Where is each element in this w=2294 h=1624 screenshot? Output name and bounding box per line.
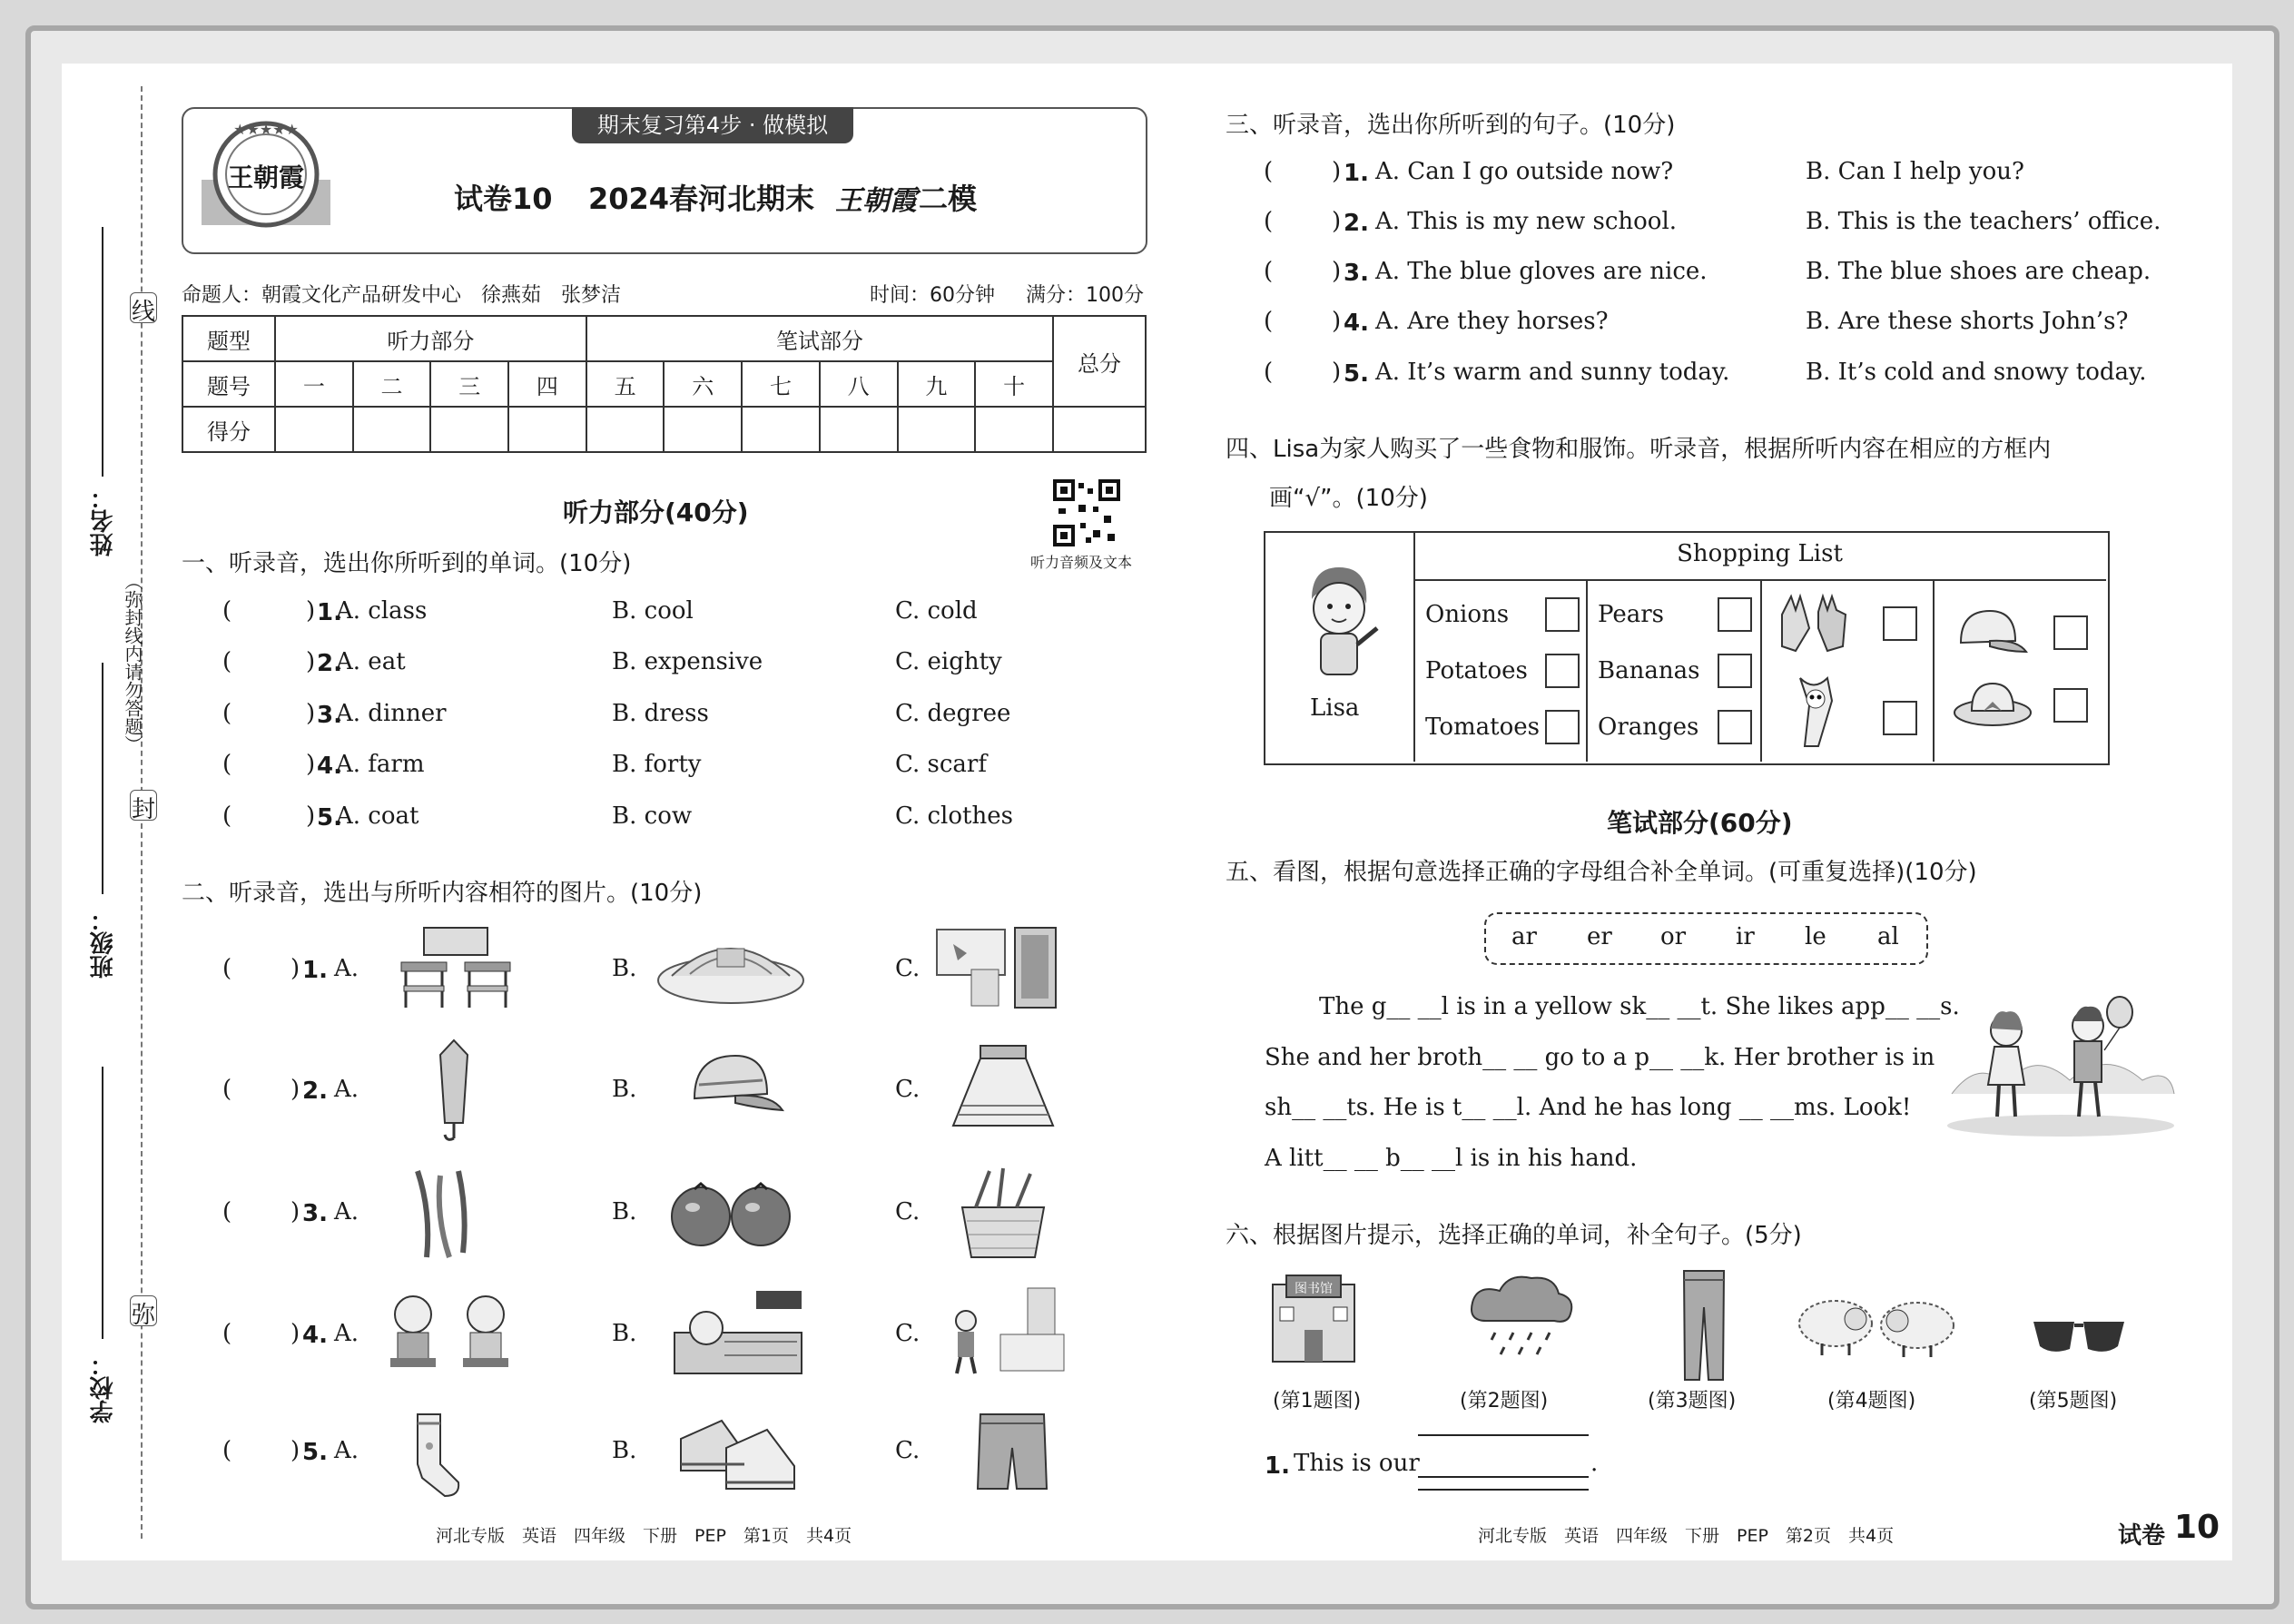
shopping-list-title: Shopping List [1677, 540, 1843, 567]
cell-writing: 笔试部分 [586, 316, 1053, 361]
item-number: 2. [302, 1078, 328, 1105]
list-item: ( ) 2. A. This is my new school. B. This is the teachers’ office. [1264, 208, 2161, 237]
option-b: B. cow [612, 802, 693, 830]
cell-num: 三 [430, 361, 508, 407]
item-number: 5. [317, 804, 342, 832]
item-number: 4. [317, 753, 342, 780]
divider [1933, 579, 1935, 762]
passage-line-4: A litt__ __ b__ __l is in his hand. [1265, 1145, 1638, 1172]
score-cell[interactable] [353, 407, 431, 452]
item-oranges: Oranges [1598, 714, 1699, 741]
option-b-label: B. [612, 1437, 637, 1464]
name-label: 姓名： [90, 486, 117, 556]
cell-type-label: 题型 [182, 316, 275, 361]
option-b-label: B. [612, 955, 637, 982]
item-number: 5. [1344, 360, 1369, 388]
cell-total: 总分 [1053, 316, 1146, 407]
option-c-label: C. [895, 1076, 921, 1103]
list-item: ( ) 3. A. The blue gloves are nice. B. The blue shoes are cheap. [1264, 258, 2151, 287]
lisa-label: Lisa [1310, 694, 1360, 722]
item-number: 3. [302, 1200, 328, 1227]
letter-options-box [1484, 912, 1928, 965]
library-sign: 图书馆 [1295, 1282, 1333, 1296]
logo [198, 116, 334, 243]
checkbox-potatoes[interactable] [1545, 654, 1580, 688]
cell-num: 十 [975, 361, 1053, 407]
option-c-label: C. [895, 1437, 921, 1464]
school-field[interactable] [102, 1067, 103, 1339]
banner: 期末复习第4步 · 做模拟 [572, 107, 853, 143]
binding-notice: （弥封线内请勿答题） [122, 572, 143, 753]
option-b-label: B. [612, 1198, 637, 1225]
footer-right: 河北专版 英语 四年级 下册 PEP 第2页 共4页 [1478, 1526, 1895, 1546]
sheep-icon [1790, 1287, 1963, 1363]
option-b: B. cool [612, 597, 694, 625]
gloves-icon [1777, 592, 1850, 659]
cell-num: 九 [898, 361, 976, 407]
list-item: ( ) 1. A. B. C. [222, 955, 921, 984]
checkbox-scarf[interactable] [1883, 701, 1917, 735]
option-c-label: C. [895, 1198, 921, 1225]
score-cell[interactable] [820, 407, 898, 452]
option-ar: ar [1511, 923, 1537, 950]
option-c: C. scarf [895, 751, 987, 778]
caption-5: (第5题图) [2029, 1390, 2118, 1412]
item-number: 5. [302, 1439, 328, 1466]
binding-xian: 线 [130, 292, 157, 323]
score-cell[interactable] [742, 407, 820, 452]
option-a-label: A. [334, 1198, 359, 1225]
boy-in-room-icon [946, 1284, 1073, 1383]
caption-3: (第3题图) [1648, 1390, 1737, 1412]
item-number: 4. [1344, 310, 1369, 337]
score-cell[interactable] [664, 407, 742, 452]
section5-title: 五、看图，根据句意选择正确的字母组合补全单词。(可重复选择)(10分) [1226, 859, 1977, 886]
sports-stadium-icon [654, 930, 808, 1011]
author-line: 命题人：朝霞文化产品研发中心 徐燕茹 张梦洁 [182, 284, 622, 307]
paper-number: 10 [2174, 1509, 2220, 1546]
option-b-label: B. [612, 1076, 637, 1103]
shorts-icon [976, 1407, 1049, 1497]
section2-title: 二、听录音，选出与所听内容相符的图片。(10分) [182, 880, 703, 907]
divider [1586, 579, 1588, 762]
item-number: 1. [317, 599, 342, 626]
cell-score-label: 得分 [182, 407, 275, 452]
qr-code-icon[interactable] [1053, 479, 1120, 546]
score-cell[interactable] [898, 407, 976, 452]
answer-line[interactable] [1418, 1476, 1589, 1478]
option-ir: ir [1736, 923, 1755, 950]
option-le: le [1805, 923, 1826, 950]
cell-num: 七 [742, 361, 820, 407]
cell-num-label: 题号 [182, 361, 275, 407]
boy-sleeping-icon [670, 1287, 806, 1382]
q1-text: This is our [1294, 1450, 1420, 1477]
score-cell[interactable] [975, 407, 1053, 452]
option-er: er [1587, 923, 1612, 950]
caption-2: (第2题图) [1460, 1390, 1549, 1412]
title-brand: 王朝霞 [835, 185, 917, 217]
class-label: 班级： [90, 908, 117, 979]
cap-icon [1952, 606, 2029, 660]
option-a-label: A. [334, 1437, 359, 1464]
list-item: ( ) 2. A. eat B. expensive C. eighty [222, 648, 1002, 677]
cell-num: 六 [664, 361, 742, 407]
section6-title: 六、根据图片提示，选择正确的单词，补全句子。(5分) [1226, 1222, 1802, 1249]
option-c: C. eighty [895, 648, 1002, 675]
score-cell[interactable] [275, 407, 353, 452]
list-item: ( ) 3. A. dinner B. dress C. degree [222, 700, 1011, 729]
q1-end: . [1590, 1450, 1599, 1477]
item-potatoes: Potatoes [1425, 657, 1528, 684]
time-info: 时间：60分钟 [870, 284, 995, 307]
item-number: 2. [317, 650, 342, 677]
passage-line-1: The g__ __l is in a yellow sk__ __t. She likes app__ __s. [1319, 993, 1960, 1020]
option-b: B. Can I help you? [1806, 158, 2024, 185]
list-item: ( ) 5. A. B. C. [222, 1437, 921, 1466]
cell-num: 五 [586, 361, 665, 407]
svg-text:★★★★★: ★★★★★ [233, 121, 299, 138]
item-number: 4. [302, 1322, 328, 1349]
lisa-girl-icon [1289, 563, 1389, 694]
option-a: A. farm [336, 751, 425, 778]
option-c-label: C. [895, 1320, 921, 1347]
caption-4: (第4题图) [1827, 1390, 1916, 1412]
option-a-label: A. [334, 1320, 359, 1347]
list-item: ( ) 4. A. farm B. forty C. scarf [222, 751, 987, 780]
passage-line-3: sh__ __ts. He is t__ __l. And he has long __ __ms. Look! [1265, 1094, 1912, 1121]
tomatoes-icon [667, 1180, 794, 1252]
binding-mi: 弥 [130, 1295, 157, 1326]
option-a: A. Are they horses? [1375, 308, 1609, 335]
q1-number: 1. [1265, 1452, 1290, 1480]
list-item: ( ) 5. A. It’s warm and sunny today. B. It’s cold and snowy today. [1264, 359, 2147, 388]
section4-title-line1: 四、Lisa为家人购买了一些食物和服饰。听录音，根据所听内容在相应的方框内 [1226, 436, 2052, 463]
score-cell[interactable] [508, 407, 586, 452]
checkbox-pears[interactable] [1718, 597, 1752, 632]
logo-text: 王朝霞 [227, 162, 304, 192]
footer-left: 河北专版 英语 四年级 下册 PEP 第1页 共4页 [436, 1526, 852, 1546]
sunglasses-icon [2029, 1314, 2129, 1359]
list-item: ( ) 1. A. Can I go outside now? B. Can I help you? [1264, 158, 2024, 187]
option-a: A. This is my new school. [1375, 208, 1678, 235]
option-b: B. expensive [612, 648, 763, 675]
list-item: ( ) 4. A. B. C. [222, 1320, 921, 1349]
option-a: A. eat [336, 648, 406, 675]
option-or: or [1660, 923, 1687, 950]
option-b: B. forty [612, 751, 702, 778]
option-a: A. It’s warm and sunny today. [1375, 359, 1730, 386]
binding-feng: 封 [130, 790, 157, 821]
full-score-info: 满分：100分 [1026, 284, 1144, 307]
sneakers-icon [672, 1403, 803, 1501]
score-table [182, 315, 1147, 453]
item-onions: Onions [1425, 601, 1510, 628]
checkbox-cap[interactable] [2053, 615, 2088, 650]
option-c-label: C. [895, 955, 921, 982]
paper-label: 试卷 [2118, 1522, 2166, 1550]
school-label: 学校： [90, 1353, 117, 1423]
item-number: 2. [1344, 210, 1369, 237]
passage-line-2: She and her broth__ __ go to a p__ __k. Her brother is in [1265, 1044, 1935, 1071]
title-main: 2024春河北期末 [588, 182, 815, 216]
vegetable-basket-icon [949, 1166, 1058, 1265]
list-item: ( ) 1. A. class B. cool C. cold [222, 597, 978, 626]
option-c: C. degree [895, 700, 1011, 727]
sun-hat-icon [1952, 676, 2033, 734]
name-field[interactable] [102, 227, 103, 477]
option-a: A. coat [336, 802, 419, 830]
door-room-icon [935, 926, 1062, 1016]
list-item: ( ) 2. A. B. C. [222, 1076, 921, 1105]
checkbox-oranges[interactable] [1718, 710, 1752, 744]
checkbox-bananas[interactable] [1718, 654, 1752, 688]
umbrella-icon [427, 1037, 481, 1147]
kids-eating-icon [381, 1287, 517, 1382]
option-c: C. cold [895, 597, 978, 625]
item-number: 1. [1344, 160, 1369, 187]
rain-cloud-icon [1468, 1271, 1577, 1365]
checkbox-onions[interactable] [1545, 597, 1580, 632]
item-tomatoes: Tomatoes [1425, 714, 1540, 741]
option-a: A. The blue gloves are nice. [1375, 258, 1708, 285]
option-al: al [1877, 923, 1899, 950]
cell-num: 八 [820, 361, 898, 407]
option-a-label: A. [334, 1076, 359, 1103]
cell-num: 四 [508, 361, 586, 407]
class-field[interactable] [102, 663, 103, 894]
option-a-label: A. [334, 955, 359, 982]
checkbox-gloves[interactable] [1883, 606, 1917, 641]
listening-header: 听力部分(40分) [563, 497, 749, 527]
option-a: A. class [336, 597, 428, 625]
skirt-icon [949, 1042, 1058, 1137]
title-suffix: 二模 [919, 182, 978, 216]
title-prefix: 试卷10 [454, 182, 553, 216]
cell-num: 二 [353, 361, 431, 407]
score-cell[interactable] [586, 407, 665, 452]
option-b: B. It’s cold and snowy today. [1806, 359, 2147, 386]
item-number: 1. [302, 957, 328, 984]
option-a: A. dinner [336, 700, 447, 727]
writing-header: 笔试部分(60分) [1607, 808, 1793, 838]
checkbox-sun-hat[interactable] [2053, 688, 2088, 723]
answer-line[interactable] [1418, 1434, 1589, 1436]
list-item: ( ) 4. A. Are they horses? B. Are these shorts John’s? [1264, 308, 2129, 337]
option-b: B. The blue shoes are cheap. [1806, 258, 2151, 285]
qr-caption: 听力音频及文本 [1030, 554, 1133, 571]
list-item: ( ) 3. A. B. C. [222, 1198, 921, 1227]
item-number: 3. [1344, 260, 1369, 287]
option-b: B. This is the teachers’ office. [1806, 208, 2161, 235]
option-b-label: B. [612, 1320, 637, 1347]
girl-boy-balloon-icon [1943, 994, 2179, 1143]
cell-listening: 听力部分 [275, 316, 586, 361]
item-number: 3. [317, 702, 342, 729]
cell-num: 一 [275, 361, 353, 407]
item-pears: Pears [1598, 601, 1664, 628]
divider [1760, 579, 1762, 762]
option-a: A. Can I go outside now? [1375, 158, 1674, 185]
option-c: C. clothes [895, 802, 1013, 830]
option-b: B. dress [612, 700, 709, 727]
section4-title-line2: 画“√”。(10分) [1269, 485, 1428, 512]
socks-icon [404, 1410, 468, 1504]
pants-icon [1681, 1266, 1727, 1388]
section3-title: 三、听录音，选出你所听到的句子。(10分) [1226, 112, 1676, 139]
section1-title: 一、听录音，选出你所听到的单词。(10分) [182, 550, 632, 577]
answer-line[interactable] [1418, 1489, 1589, 1491]
item-bananas: Bananas [1598, 657, 1700, 684]
checkbox-tomatoes[interactable] [1545, 710, 1580, 744]
score-cell[interactable] [1053, 407, 1146, 452]
scarf-icon [1787, 674, 1841, 754]
cap-icon [681, 1048, 785, 1125]
score-cell[interactable] [430, 407, 508, 452]
library-building-icon [1264, 1266, 1364, 1370]
caption-1: (第1题图) [1273, 1390, 1362, 1412]
option-b: B. Are these shorts John’s? [1806, 308, 2129, 335]
classroom-desks-icon [397, 926, 515, 1016]
list-item: ( ) 5. A. coat B. cow C. clothes [222, 802, 1013, 832]
green-beans-icon [399, 1166, 481, 1265]
